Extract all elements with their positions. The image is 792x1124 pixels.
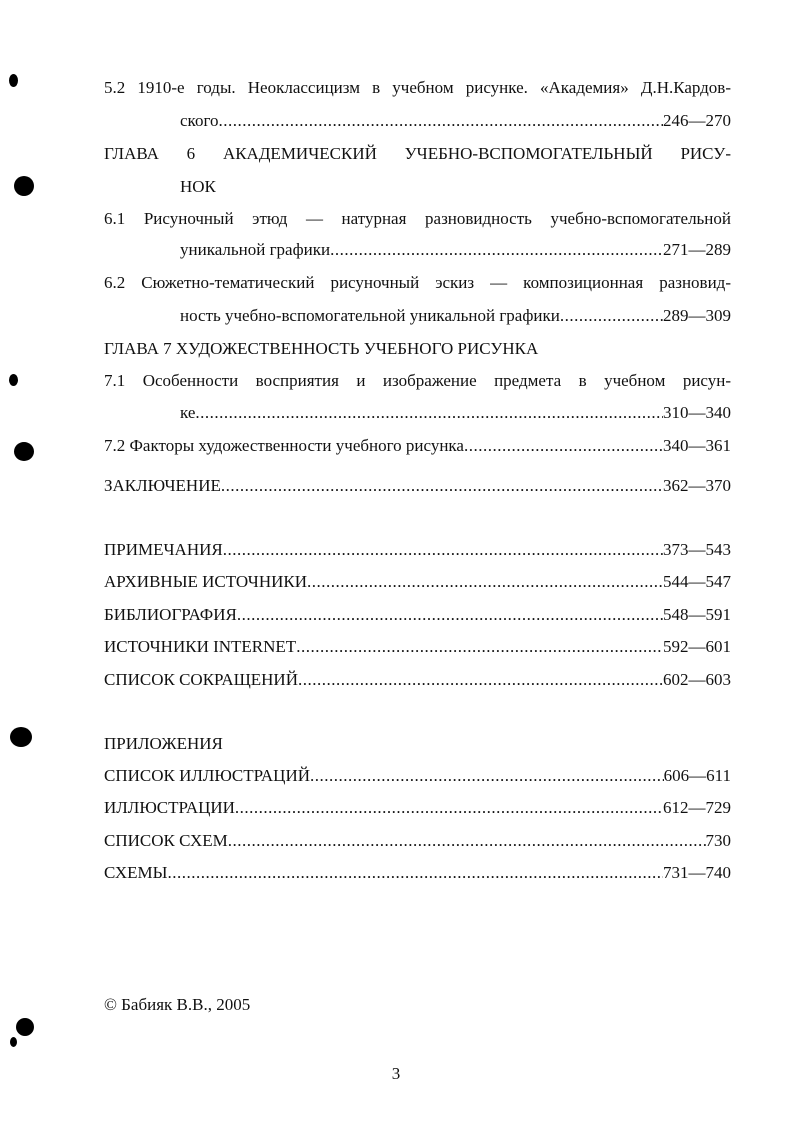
toc-entry-bibliography (104, 604, 731, 626)
page-range: 592—601 (663, 637, 731, 656)
toc-entry-6-2-line1: 6.2 Сюжетно-тематический рисуночный эскиз — композиционная разновид- (104, 273, 731, 292)
toc-entry-label: СПИСОК СХЕМ (104, 831, 228, 850)
toc-entry-label: ИСТОЧНИКИ INTERNET (104, 637, 297, 656)
toc-entry-scheme-list (104, 830, 731, 852)
leader-dots (464, 435, 663, 457)
leader-dots (310, 765, 664, 787)
leader-dots (195, 402, 663, 424)
toc-entry-7-2 (104, 435, 731, 457)
toc-entry-6-1 (180, 239, 731, 261)
toc-entry-illustration-list (104, 765, 731, 787)
page-range: 548—591 (663, 605, 731, 624)
leader-dots (221, 475, 663, 497)
toc-entry-schemes (104, 862, 731, 884)
page-range: 606—611 (663, 766, 731, 785)
page-range: 731—740 (663, 863, 731, 882)
toc-entry-6-2 (180, 305, 731, 327)
toc-entry-7-1 (180, 402, 731, 424)
toc-entry-archives (104, 571, 731, 593)
leader-dots (298, 669, 663, 691)
punch-hole (14, 442, 34, 461)
leader-dots (330, 239, 663, 261)
punch-hole (9, 374, 18, 386)
page-range: 362—370 (663, 476, 731, 495)
toc-entry-notes (104, 539, 731, 561)
toc-entry-label: ИЛЛЮСТРАЦИИ (104, 798, 235, 817)
leader-dots (296, 636, 663, 658)
page-range: 612—729 (663, 798, 731, 817)
page-number: 3 (391, 1064, 401, 1083)
toc-entry-label: ПРИМЕЧАНИЯ (104, 540, 223, 559)
toc-entry-label: СПИСОК СОКРАЩЕНИЙ (104, 670, 298, 689)
page-range: 602—603 (663, 670, 731, 689)
toc-entry-conclusion (104, 475, 731, 497)
toc-entry-label: ЗАКЛЮЧЕНИЕ (104, 476, 221, 495)
copyright-notice: © Бабияк В.В., 2005 (104, 995, 251, 1014)
leader-dots (235, 797, 663, 819)
toc-entry-label: АРХИВНЫЕ ИСТОЧНИКИ (104, 572, 308, 591)
appendices-heading: ПРИЛОЖЕНИЯ (104, 734, 223, 753)
punch-hole (9, 74, 18, 87)
toc-entry-abbreviations (104, 669, 731, 691)
chapter-7-heading: ГЛАВА 7 ХУДОЖЕСТВЕННОСТЬ УЧЕБНОГО РИСУНКА (104, 339, 539, 358)
page-range: 730 (705, 831, 731, 850)
toc-entry-label: БИБЛИОГРАФИЯ (104, 605, 237, 624)
chapter-6-heading-line2: НОК (180, 177, 216, 196)
toc-entry-label: 7.2 Факторы художественности учебного рисунка (104, 436, 464, 455)
leader-dots (560, 305, 663, 327)
punch-hole (14, 176, 34, 196)
page-range: 246—270 (663, 111, 731, 130)
toc-entry-label: ность учебно-вспомогательной уникальной графики (180, 306, 560, 325)
leader-dots (168, 862, 663, 884)
chapter-6-heading-line1: ГЛАВА 6 АКАДЕМИЧЕСКИЙ УЧЕБНО-ВСПОМОГАТЕЛЬНЫЙ РИСУ- (104, 144, 731, 163)
toc-entry-6-1-line1: 6.1 Рисуночный этюд — натурная разновидность учебно-вспомогательной (104, 209, 731, 228)
toc-entry-label: СХЕМЫ (104, 863, 168, 882)
toc-entry-illustrations (104, 797, 731, 819)
toc-entry-label: ского (180, 111, 219, 130)
page-range: 373—543 (663, 540, 731, 559)
page-range: 289—309 (663, 306, 731, 325)
toc-entry-5-2 (180, 110, 731, 132)
page-range: 310—340 (663, 403, 731, 422)
toc-entry-label: ке (180, 403, 196, 422)
leader-dots (307, 571, 663, 593)
punch-hole (10, 1037, 17, 1047)
page-range: 544—547 (663, 572, 731, 591)
punch-hole (10, 727, 32, 747)
toc-entry-5-2-line1: 5.2 1910-е годы. Неоклассицизм в учебном рисунке. «Академия» Д.Н.Кардов- (104, 78, 731, 97)
leader-dots (228, 830, 706, 852)
leader-dots (219, 110, 664, 132)
toc-entry-label: СПИСОК ИЛЛЮСТРАЦИЙ (104, 766, 311, 785)
leader-dots (237, 604, 663, 626)
page-range: 340—361 (663, 436, 731, 455)
toc-entry-7-1-line1: 7.1 Особенности восприятия и изображение предмета в учебном рисун- (104, 371, 731, 390)
leader-dots (223, 539, 663, 561)
punch-hole (16, 1018, 34, 1036)
toc-entry-internet (104, 636, 731, 658)
toc-entry-label: уникальной графики (180, 240, 331, 259)
page-range: 271—289 (663, 240, 731, 259)
